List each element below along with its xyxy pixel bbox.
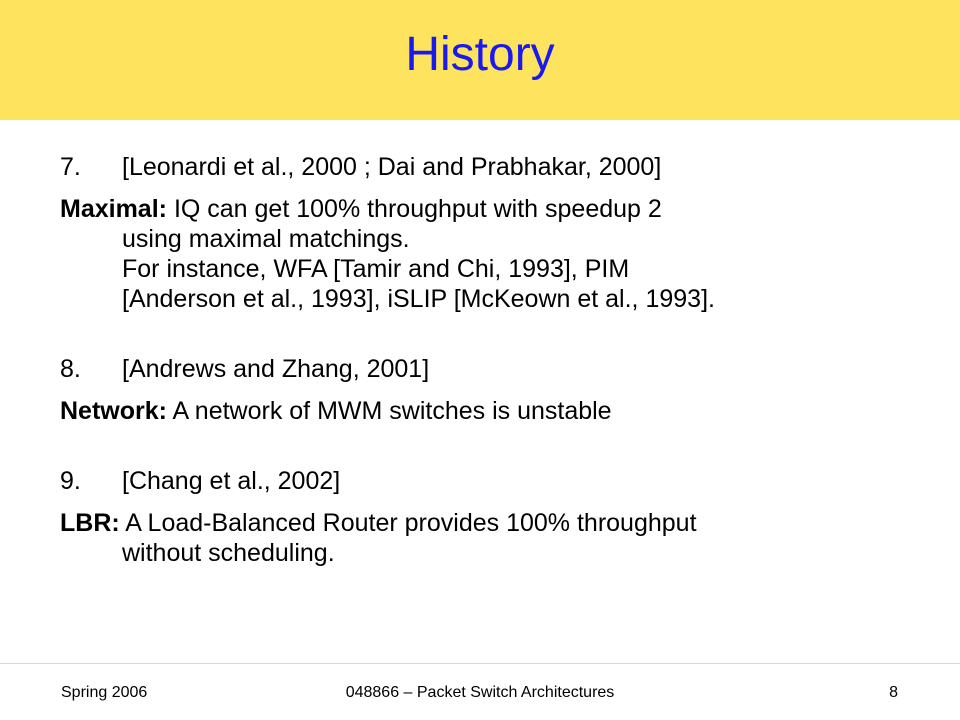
item-text-line: IQ can get 100% throughput with speedup 2 <box>173 195 662 223</box>
item-text-line: using maximal matchings. <box>122 225 410 253</box>
item-text-line: [Anderson et al., 1993], iSLIP [McKeown et al., 1993]. <box>122 285 715 313</box>
history-item-number-line <box>60 152 940 182</box>
slide-title: History <box>405 28 555 81</box>
item-label: Network: <box>60 397 167 425</box>
history-item-description <box>60 194 940 314</box>
footer-course-title: 048866 – Packet Switch Architectures <box>345 684 615 701</box>
history-item-number-line <box>60 354 940 384</box>
item-number: 7. <box>60 153 81 181</box>
item-citation: [Andrews and Zhang, 2001] <box>122 355 430 383</box>
item-citation: [Leonardi et al., 2000 ; Dai and Prabhakar, 2000] <box>122 153 662 181</box>
item-label: Maximal: <box>60 195 167 223</box>
history-item-number-line <box>60 466 940 496</box>
footer-page-number: 8 <box>889 684 898 701</box>
title-bar <box>0 0 960 120</box>
footer-date: Spring 2006 <box>61 684 148 701</box>
item-text-line: without scheduling. <box>122 539 335 567</box>
footer-divider <box>0 663 960 664</box>
item-text-line: A Load-Balanced Router provides 100% throughput <box>125 509 697 537</box>
item-citation: [Chang et al., 2002] <box>122 467 341 495</box>
item-text-line: For instance, WFA [Tamir and Chi, 1993], PIM <box>122 255 630 283</box>
item-number: 9. <box>60 467 81 495</box>
item-label: LBR: <box>60 509 120 537</box>
history-item-description <box>60 508 940 568</box>
history-item-description <box>60 396 940 426</box>
item-text-line: A network of MWM switches is unstable <box>172 397 612 425</box>
slide-body <box>60 152 940 568</box>
item-number: 8. <box>60 355 81 383</box>
